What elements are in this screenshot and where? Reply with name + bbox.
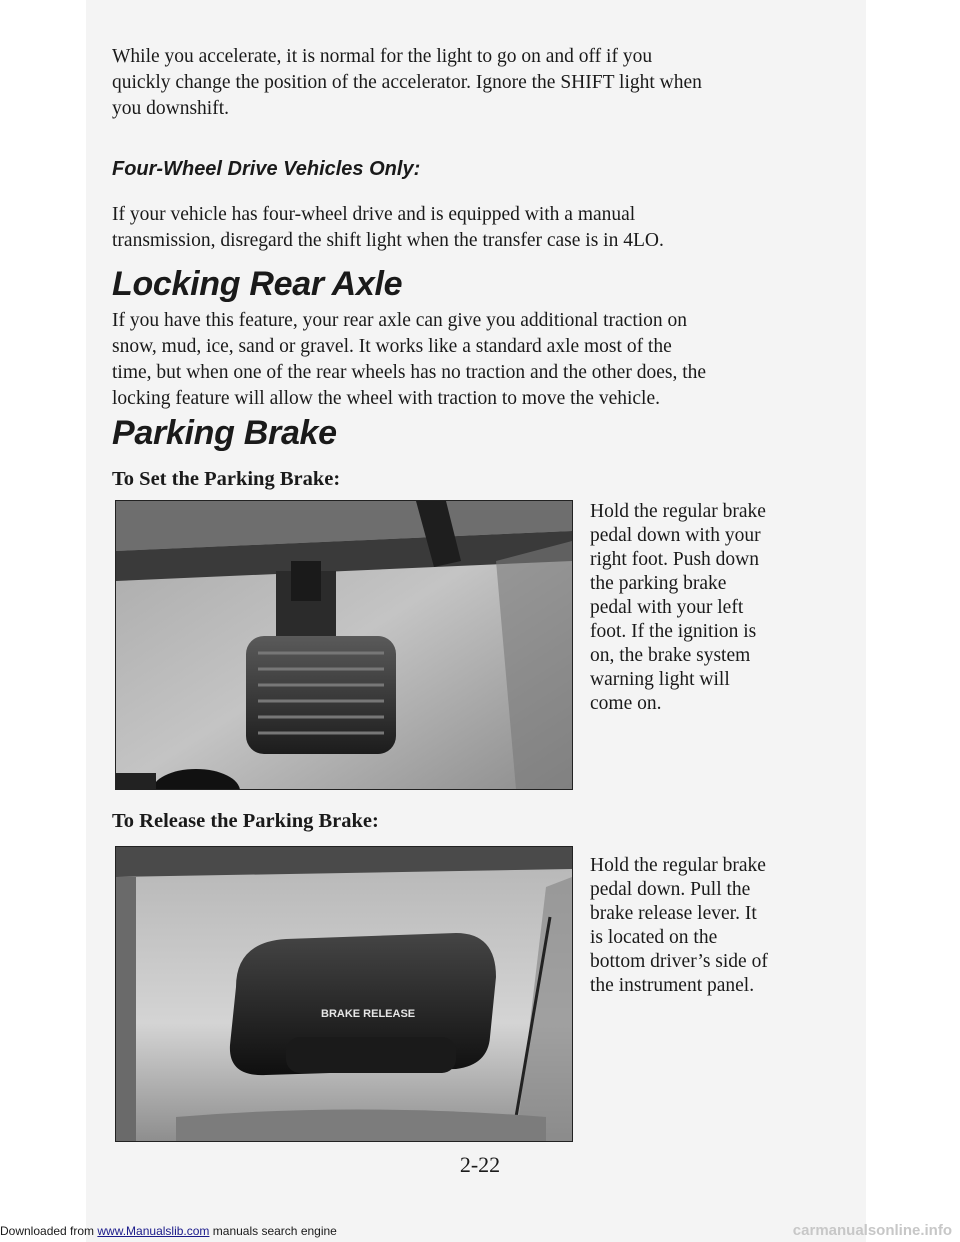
text-line: pedal down. Pull the (590, 879, 751, 900)
intro-paragraph (112, 44, 792, 122)
release-parking-brake-instructions (590, 854, 805, 998)
text-line: come on. (590, 693, 662, 714)
brake-release-label: BRAKE RELEASE (321, 1008, 416, 1020)
set-parking-brake-instructions (590, 500, 805, 716)
text-line: right foot. Push down (590, 549, 760, 570)
text-line: on, the brake system (590, 645, 751, 666)
text-line: time, but when one of the rear wheels has no traction and the other does, the (112, 362, 707, 383)
text-line: warning light will (590, 669, 730, 690)
text-line: Hold the regular brake (590, 855, 766, 876)
page-number: 2-22 (459, 1152, 501, 1177)
four-wheel-paragraph (112, 202, 792, 254)
text-line: quickly change the position of the accelerator. Ignore the SHIFT light when (112, 72, 702, 93)
text-line: brake release lever. It (590, 903, 757, 924)
set-parking-brake-heading: To Set the Parking Brake: (112, 468, 341, 490)
site-watermark: carmanualsonline.info (792, 1222, 952, 1239)
text-line: bottom driver’s side of (590, 951, 768, 972)
locking-rear-axle-paragraph (112, 308, 792, 412)
text-line: the instrument panel. (590, 975, 755, 996)
parking-brake-heading: Parking Brake (112, 414, 337, 452)
text-line: Hold the regular brake (590, 501, 766, 522)
text-line: the parking brake (590, 573, 727, 594)
parking-brake-pedal-photo (115, 500, 573, 790)
text-line: you downshift. (112, 98, 229, 119)
text-line: If your vehicle has four-wheel drive and is equipped with a manual (112, 204, 636, 225)
locking-rear-axle-heading: Locking Rear Axle (112, 265, 403, 303)
text-line: is located on the (590, 927, 718, 948)
pedal-illustration (116, 501, 572, 789)
footer-suffix: manuals search engine (209, 1224, 337, 1238)
text-line: While you accelerate, it is normal for the light to go on and off if you (112, 46, 653, 67)
manualslib-link[interactable]: www.Manualslib.com (97, 1224, 210, 1238)
text-line: transmission, disregard the shift light when the transfer case is in 4LO. (112, 230, 664, 251)
brake-release-lever-photo (115, 846, 573, 1142)
text-line: locking feature will allow the wheel with traction to move the vehicle. (112, 388, 660, 409)
lever-illustration (116, 847, 572, 1141)
release-parking-brake-heading: To Release the Parking Brake: (112, 810, 379, 832)
text-line: foot. If the ignition is (590, 621, 757, 642)
text-line: pedal down with your (590, 525, 761, 546)
four-wheel-heading: Four-Wheel Drive Vehicles Only: (112, 158, 421, 180)
text-line: pedal with your left (590, 597, 744, 618)
text-line: If you have this feature, your rear axle can give you additional traction on (112, 310, 688, 331)
download-footer (0, 1224, 337, 1238)
footer-prefix: Downloaded from (0, 1224, 98, 1238)
text-line: snow, mud, ice, sand or gravel. It works like a standard axle most of the (112, 336, 672, 357)
